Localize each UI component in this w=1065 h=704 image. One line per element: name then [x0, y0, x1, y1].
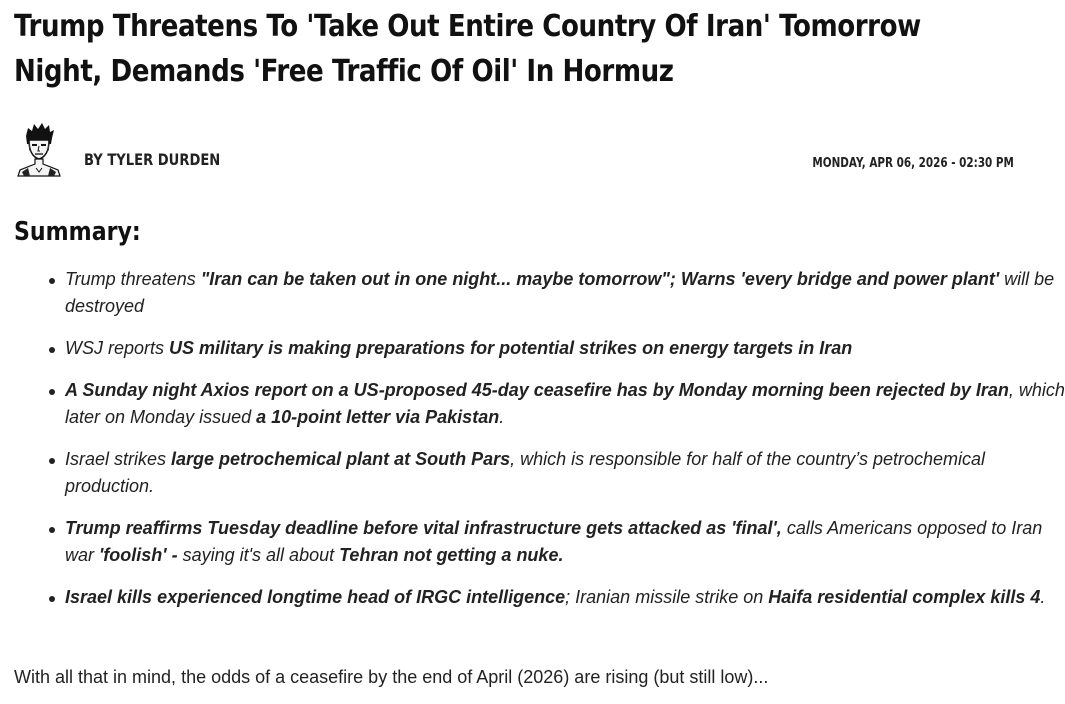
- summary-item: [65, 446, 1065, 500]
- summary-item-text: .: [1040, 587, 1046, 607]
- article-headline: Trump Threatens To 'Take Out Entire Country Of Iran' Tomorrow Night, Demands 'Free Traffic Of Oil' In Hormuz: [14, 9, 921, 89]
- summary-item: [65, 266, 1065, 320]
- summary-item-emphasis: A Sunday night Axios report on a US-proposed 45-day ceasefire has by Monday morning been rejected by Iran: [65, 380, 1009, 400]
- summary-item-text: Trump threatens: [65, 269, 201, 289]
- summary-item-emphasis: large petrochemical plant at South Pars: [171, 449, 511, 469]
- author-name[interactable]: BY TYLER DURDEN: [84, 150, 221, 169]
- summary-item-emphasis: 'foolish' -: [99, 545, 178, 565]
- summary-item: [65, 335, 1065, 362]
- summary-item-emphasis: Tehran not getting a nuke.: [339, 545, 564, 565]
- summary-item-text: Israel strikes: [65, 449, 172, 469]
- summary-item-text: saying it's all about: [177, 545, 340, 565]
- summary-item-text: will be destroyed: [65, 269, 1055, 316]
- summary-item-text: calls Americans opposed to Iran war: [65, 518, 1043, 565]
- summary-item: [65, 584, 1065, 611]
- summary-item-emphasis: US military is making preparations for potential strikes on energy targets in Iran: [169, 338, 853, 358]
- summary-item-text: .: [499, 407, 505, 427]
- summary-item: [65, 377, 1065, 431]
- summary-item-text: , which is responsible for half of the country’s petrochemical production.: [65, 449, 986, 496]
- closing-paragraph: With all that in mind, the odds of a ceasefire by the end of April (2026) are rising (but still low)...: [14, 667, 769, 687]
- summary-item-emphasis: a 10-point letter via Pakistan: [256, 407, 500, 427]
- summary-heading: Summary:: [14, 217, 141, 247]
- author-avatar-icon[interactable]: [16, 122, 62, 176]
- publish-timestamp: MONDAY, APR 06, 2026 - 02:30 PM: [812, 156, 1014, 171]
- summary-item-emphasis: Israel kills experienced longtime head of IRGC intelligence: [65, 587, 566, 607]
- summary-item-text: , which later on Monday issued: [65, 380, 1065, 427]
- summary-item-text: WSJ reports: [65, 338, 170, 358]
- summary-item-emphasis: "Iran can be taken out in one night... maybe tomorrow"; Warns 'every bridge and power plant': [200, 269, 1000, 289]
- summary-item: [65, 515, 1065, 569]
- summary-item-emphasis: Haifa residential complex kills 4: [768, 587, 1041, 607]
- summary-item-emphasis: Trump reaffirms Tuesday deadline before vital infrastructure gets attacked as 'final',: [65, 518, 782, 538]
- summary-item-text: ; Iranian missile strike on: [565, 587, 769, 607]
- summary-list: [14, 266, 1065, 626]
- byline: [14, 122, 1014, 178]
